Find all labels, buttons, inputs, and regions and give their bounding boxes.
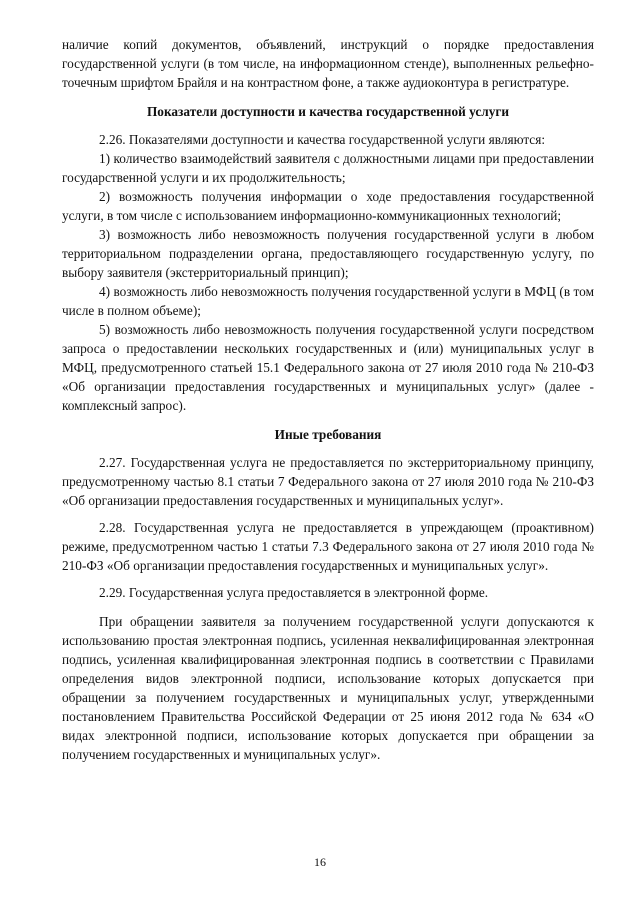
list-item-3: 3) возможность либо невозможность получения государственной услуги в любом территориальном подразделении органа, предоставляющего государственную услугу, по выбору заявителя (экстерриториальный принцип); (62, 227, 594, 280)
page-number: 16 (314, 855, 326, 869)
paragraph-2-28: 2.28. Государственная услуга не предоставляется в упреждающем (проактивном) режиме, предусмотренном частью 1 статьи 7.3 Федерального закона от 27 июля 2010 года № 210-ФЗ «Об организации предоставления государственных и муниципальных услуг». (62, 520, 594, 573)
list-item-5: 5) возможность либо невозможность получения государственной услуги посредством запроса о предоставлении нескольких государственных и (или) муниципальных услуг в МФЦ, предусмотренного статьей 15.1 Федерального закона от 27 июля 2010 года № 210-ФЗ «Об организации предоставления государственных и муниципальных услуг» (далее - комплексный запрос). (62, 322, 594, 413)
list-item-1: 1) количество взаимодействий заявителя с должностными лицами при предоставлении государственной услуги и их продолжительность; (62, 151, 594, 185)
paragraph-2-29: 2.29. Государственная услуга предоставляется в электронной форме. (99, 585, 489, 600)
list-item-4: 4) возможность либо невозможность получения государственной услуги в МФЦ (в том числе в полном объеме); (62, 284, 594, 318)
list-item-2: 2) возможность получения информации о ходе предоставления государственной услуги, в том числе с использованием информационно-коммуникационных технологий; (62, 189, 594, 223)
paragraph-2-26: 2.26. Показателями доступности и качества государственной услуги являются: (99, 132, 546, 147)
intro-paragraph: наличие копий документов, объявлений, инструкций о порядке предоставления государственной услуги (в том числе, на информационном стенде), выполненных рельефно-точечным шрифтом Брайля и на контрастном фоне, а также аудиоконтура в регистратуре. (62, 37, 594, 90)
section-heading-other-requirements: Иные требования (274, 427, 382, 442)
paragraph-electronic-signature: При обращении заявителя за получением государственной услуги допускаются к использованию простая электронная подпись, усиленная неквалифицированная электронная подпись, усиленная квалифицированная электронная подпись в соответствии с Правилами определения видов электронной подписи, использование которых допускается при обращении за получением государственных и муниципальных услуг, утвержденными постановлением Правительства Российской Федерации от 25 июня 2012 года № 634 «О видах электронной подписи, использование которых допускается при обращении за получением государственных и муниципальных услуг». (62, 614, 594, 762)
section-heading-accessibility: Показатели доступности и качества государственной услуги (146, 104, 510, 119)
page-content (62, 35, 594, 764)
paragraph-2-27: 2.27. Государственная услуга не предоставляется по экстерриториальному принципу, предусмотренному частью 8.1 статьи 7 Федерального закона от 27 июля 2010 года № 210-ФЗ «Об организации предоставления государственных и муниципальных услуг». (62, 455, 594, 508)
